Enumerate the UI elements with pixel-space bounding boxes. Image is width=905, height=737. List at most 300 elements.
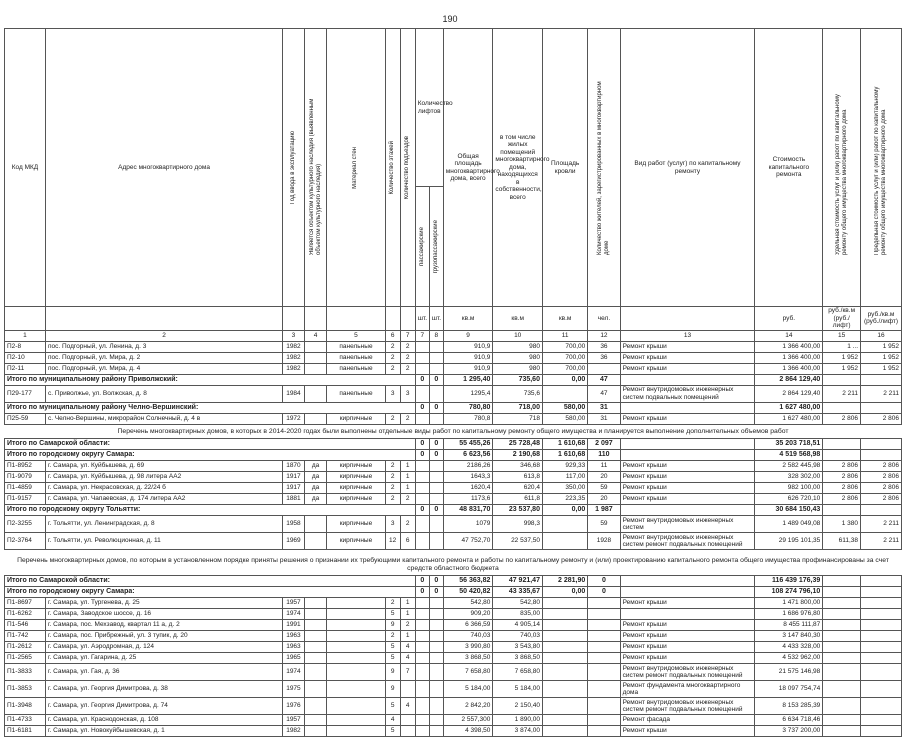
total-u15 (823, 450, 861, 461)
cell-fl: 3 (385, 516, 400, 533)
cell-s9: 5 184,00 (443, 681, 493, 698)
cell-fl: 2 (385, 413, 400, 424)
cell-s9: 3 990,80 (443, 642, 493, 653)
cell-addr: г. Самара, ул. Куйбышева, д. 98 литера АА2 (45, 472, 282, 483)
cell-l1 (415, 352, 429, 363)
cell-mat: панельные (327, 385, 385, 402)
cell-l2 (429, 653, 443, 664)
cell-l1 (415, 664, 429, 681)
total-u16 (861, 450, 902, 461)
cell-u15 (823, 642, 861, 653)
total-cost: 1 627 480,00 (755, 402, 823, 413)
unit-kvm11: кв.м (542, 307, 587, 331)
cell-l2 (429, 483, 443, 494)
cell-pod: 4 (400, 653, 415, 664)
table-row (5, 341, 902, 352)
cell-s11 (542, 653, 587, 664)
cell-s9: 1079 (443, 516, 493, 533)
cell-s10: 611,8 (493, 494, 543, 505)
total-elev-passenger: 0 (415, 505, 429, 516)
header-residential-area: в том числе жилых помещений многоквартирного дома, находящихся в собственности, всего (493, 29, 543, 307)
cell-s10: 2 150,40 (493, 698, 543, 715)
column-number: 6 (385, 330, 400, 341)
cell-her: да (304, 461, 327, 472)
total-roof-area: 1 610,68 (542, 439, 587, 450)
total-row (5, 374, 902, 385)
cell-s10: 7 658,80 (493, 664, 543, 681)
cell-fl: 2 (385, 341, 400, 352)
cell-s11: 223,35 (542, 494, 587, 505)
cell-s9: 3 868,50 (443, 653, 493, 664)
cell-u15: 1 952 (823, 352, 861, 363)
cell-addr: г. Самара, ул. Краснодонская, д. 108 (45, 715, 282, 726)
cell-l2 (429, 681, 443, 698)
cell-u16 (861, 609, 902, 620)
column-number: 7 (415, 330, 429, 341)
table-body (5, 341, 902, 737)
cell-l2 (429, 341, 443, 352)
cell-u16: 1 952 (861, 363, 902, 374)
total-residents: 0 (588, 587, 620, 598)
total-row (5, 587, 902, 598)
cell-pod: 7 (400, 664, 415, 681)
cell-l1 (415, 598, 429, 609)
total-elev-cargo: 0 (429, 505, 443, 516)
cell-her (304, 609, 327, 620)
cell-her: да (304, 472, 327, 483)
cell-pod (400, 726, 415, 737)
cell-res (588, 664, 620, 681)
cell-u16: 1 952 (861, 352, 902, 363)
cell-addr: пос. Подгорный, ул. Мира, д. 4 (45, 363, 282, 374)
cell-addr: г. Самара, пос. Мехзавод, квартал 11 а, д. 2 (45, 620, 282, 631)
cell-pod: 1 (400, 483, 415, 494)
total-u16 (861, 576, 902, 587)
cell-l2 (429, 698, 443, 715)
cell-l1 (415, 483, 429, 494)
cell-l2 (429, 533, 443, 550)
cell-s10: 22 537,50 (493, 533, 543, 550)
cell-l1 (415, 461, 429, 472)
table-row (5, 461, 902, 472)
cell-her: да (304, 494, 327, 505)
total-u15 (823, 505, 861, 516)
cell-res (588, 681, 620, 698)
header-max-cost: Предельная стоимость услуг и (или) работ по капитальному ремонту общего имущества многоквартирного дома (874, 86, 888, 255)
cell-mat: кирпичные (327, 483, 385, 494)
cell-year: 1963 (283, 631, 305, 642)
section-title: Перечень многоквартирных домов, по которым в установленном порядке приняты решения о признании их требующими капитального ремонта и работы по капитальному ремонту и (или) проектированию капитального ремонта общего имущества профинансированы за счет средств областного бюджета (17, 557, 889, 572)
cell-cost: 4 532 962,00 (755, 653, 823, 664)
total-elev-passenger: 0 (415, 402, 429, 413)
total-elev-passenger: 0 (415, 374, 429, 385)
header-elevators: Количество лифтов (415, 29, 443, 187)
cell-fl: 5 (385, 642, 400, 653)
cell-addr: г. Самара, ул. Георгия Димитрова, д. 38 (45, 681, 282, 698)
total-roof-area: 1 610,68 (542, 450, 587, 461)
cell-l2 (429, 620, 443, 631)
cell-addr: с. Челно-Вершины, микрорайон Солнечный, д. 4 в (45, 413, 282, 424)
cell-pod: 4 (400, 698, 415, 715)
cell-res (588, 653, 620, 664)
header-roof-area: Площадь кровли (542, 29, 587, 307)
cell-year: 1972 (283, 413, 305, 424)
cell-addr: г. Самара, ул. Тургенева, д. 25 (45, 598, 282, 609)
cell-her (304, 642, 327, 653)
cell-u15 (823, 653, 861, 664)
cell-res (588, 363, 620, 374)
total-residents: 0 (588, 576, 620, 587)
total-work (620, 439, 755, 450)
page-number: 190 (442, 14, 458, 24)
table-row (5, 385, 902, 402)
cell-work: Ремонт крыши (620, 653, 755, 664)
cell-mat: панельные (327, 363, 385, 374)
table-row (5, 715, 902, 726)
cell-l2 (429, 494, 443, 505)
cell-mat: кирпичные (327, 533, 385, 550)
total-residential-area: 25 728,48 (493, 439, 543, 450)
cell-s11: 700,00 (542, 352, 587, 363)
cell-addr: г. Самара, ул. Некрасовская, д. 22/24 б (45, 483, 282, 494)
cell-s10: 980 (493, 341, 543, 352)
table-row (5, 698, 902, 715)
cell-work: Ремонт фундамента многоквартирного дома (620, 681, 755, 698)
header-heritage: Является объектом культурного наследия (выявленным объектом культурного наследия) (308, 98, 322, 255)
cell-l1 (415, 609, 429, 620)
cell-u15: 1 380 (823, 516, 861, 533)
cell-her (304, 341, 327, 352)
header-work-type: Вид работ (услуг) по капитальному ремонту (620, 29, 755, 307)
cell-year: 1991 (283, 620, 305, 631)
cell-year: 1963 (283, 642, 305, 653)
cell-addr: г. Тольятти, ул. Ленинградская, д. 8 (45, 516, 282, 533)
cell-l1 (415, 413, 429, 424)
cell-addr: г. Тольятти, ул. Революционная, д. 11 (45, 533, 282, 550)
cell-fl: 5 (385, 609, 400, 620)
total-row (5, 450, 902, 461)
cell-her (304, 598, 327, 609)
cell-l1 (415, 698, 429, 715)
cell-s9: 740,03 (443, 631, 493, 642)
cell-s11 (542, 609, 587, 620)
cell-code: П2-8 (5, 341, 46, 352)
cell-code: П1-3948 (5, 698, 46, 715)
cell-u15: 1 ... (823, 341, 861, 352)
cell-code: П1-8697 (5, 598, 46, 609)
cell-year: 1917 (283, 472, 305, 483)
total-roof-area: 0,00 (542, 374, 587, 385)
cell-s11 (542, 715, 587, 726)
cell-addr: г. Самара, ул. Чапаевская, д. 174 литера АА2 (45, 494, 282, 505)
cell-res: 11 (588, 461, 620, 472)
cell-u15 (823, 609, 861, 620)
column-number: 10 (493, 330, 543, 341)
total-roof-area: 2 281,90 (542, 576, 587, 587)
total-residential-area: 2 190,68 (493, 450, 543, 461)
header-total-area: Общая площадь многоквартирного дома, всего (443, 29, 493, 307)
cell-u16: 2 211 (861, 533, 902, 550)
cell-s9: 1173,6 (443, 494, 493, 505)
total-work (620, 576, 755, 587)
table-row (5, 363, 902, 374)
column-number: 7 (400, 330, 415, 341)
cell-u16 (861, 653, 902, 664)
cell-s11 (542, 516, 587, 533)
cell-fl: 5 (385, 698, 400, 715)
cell-work: Ремонт крыши (620, 642, 755, 653)
cell-pod: 3 (400, 385, 415, 402)
cell-fl: 2 (385, 598, 400, 609)
cell-res (588, 609, 620, 620)
cell-l1 (415, 681, 429, 698)
cell-s11 (542, 642, 587, 653)
total-u16 (861, 402, 902, 413)
cell-s11 (542, 533, 587, 550)
cell-l2 (429, 413, 443, 424)
total-elev-passenger: 0 (415, 576, 429, 587)
cell-fl: 9 (385, 664, 400, 681)
cell-year: 1982 (283, 363, 305, 374)
cell-s10: 3 868,50 (493, 653, 543, 664)
cell-fl: 2 (385, 483, 400, 494)
cell-mat (327, 598, 385, 609)
cell-l2 (429, 664, 443, 681)
cell-her (304, 413, 327, 424)
total-u15 (823, 439, 861, 450)
cell-work: Ремонт крыши (620, 494, 755, 505)
header-residents: Количество жителей, зарегистрированных в многоквартирном доме (596, 81, 610, 255)
cell-s10: 620,4 (493, 483, 543, 494)
column-number: 16 (861, 330, 902, 341)
cell-u16: 2 806 (861, 494, 902, 505)
cell-l2 (429, 461, 443, 472)
cell-u16 (861, 620, 902, 631)
cell-addr: г. Самара, ул. Гагарина, д. 25 (45, 653, 282, 664)
cell-mat: кирпичные (327, 516, 385, 533)
cell-year: 1958 (283, 516, 305, 533)
cell-year: 1974 (283, 609, 305, 620)
cell-cost: 21 575 146,98 (755, 664, 823, 681)
cell-l1 (415, 533, 429, 550)
column-number: 14 (755, 330, 823, 341)
total-roof-area: 0,00 (542, 505, 587, 516)
cell-fl: 2 (385, 363, 400, 374)
cell-s10: 3 543,80 (493, 642, 543, 653)
cell-work: Ремонт крыши (620, 726, 755, 737)
column-number: 5 (327, 330, 385, 341)
cell-mat: панельные (327, 341, 385, 352)
cell-pod: 1 (400, 472, 415, 483)
column-number-row (5, 330, 902, 341)
cell-cost: 8 153 285,39 (755, 698, 823, 715)
cell-pod (400, 715, 415, 726)
cell-res (588, 620, 620, 631)
table-row (5, 533, 902, 550)
cell-u15 (823, 664, 861, 681)
cell-work: Ремонт внутридомовых инженерных систем подвальных помещений (620, 385, 755, 402)
total-elev-passenger: 0 (415, 450, 429, 461)
header-elev-passenger: пассажирские (418, 227, 425, 266)
cell-code: П2-10 (5, 352, 46, 363)
cell-s11: 700,00 (542, 363, 587, 374)
cell-u16: 1 952 (861, 341, 902, 352)
cell-mat (327, 698, 385, 715)
cell-her (304, 533, 327, 550)
total-elev-cargo: 0 (429, 374, 443, 385)
cell-s9: 2 557,300 (443, 715, 493, 726)
cell-code: П2-3764 (5, 533, 46, 550)
cell-year: 1984 (283, 385, 305, 402)
total-area: 50 420,82 (443, 587, 493, 598)
table-row (5, 609, 902, 620)
cell-l1 (415, 385, 429, 402)
cell-u16 (861, 715, 902, 726)
cell-year: 1974 (283, 664, 305, 681)
cell-mat (327, 726, 385, 737)
cell-year: 1870 (283, 461, 305, 472)
total-work (620, 374, 755, 385)
cell-s10: 980 (493, 363, 543, 374)
cell-work: Ремонт крыши (620, 352, 755, 363)
total-residential-area: 47 921,47 (493, 576, 543, 587)
cell-l2 (429, 726, 443, 737)
cell-u15: 2 806 (823, 494, 861, 505)
cell-her (304, 620, 327, 631)
total-label: Итого по муниципальному району Приволжский: (5, 374, 416, 385)
cell-l1 (415, 642, 429, 653)
total-residential-area: 43 335,67 (493, 587, 543, 598)
cell-work: Ремонт крыши (620, 472, 755, 483)
cell-s10: 735,6 (493, 385, 543, 402)
total-u16 (861, 505, 902, 516)
table-row (5, 352, 902, 363)
cell-year: 1957 (283, 598, 305, 609)
cell-addr: г. Самара, Заводское шоссе, д. 16 (45, 609, 282, 620)
cell-cost: 1 366 400,00 (755, 341, 823, 352)
column-number: 13 (620, 330, 755, 341)
unit-chel: чел. (588, 307, 620, 331)
header-wall-material: Материал стен (352, 146, 359, 189)
total-elev-passenger: 0 (415, 587, 429, 598)
cell-work: Ремонт крыши (620, 363, 755, 374)
cell-work: Ремонт крыши (620, 413, 755, 424)
cell-her: да (304, 483, 327, 494)
header-elev-cargo: грузопассажирские (432, 219, 439, 274)
cell-fl: 2 (385, 472, 400, 483)
cell-year: 1975 (283, 681, 305, 698)
column-number: 12 (588, 330, 620, 341)
header-code: Код МКД (5, 29, 46, 307)
unit-kvm9: кв.м (443, 307, 493, 331)
cell-s9: 910,9 (443, 352, 493, 363)
cell-code: П1-3833 (5, 664, 46, 681)
cell-s11: 580,00 (542, 413, 587, 424)
cell-cost: 8 455 111,87 (755, 620, 823, 631)
cell-l1 (415, 341, 429, 352)
cell-fl: 2 (385, 461, 400, 472)
cell-work: Ремонт крыши (620, 598, 755, 609)
cell-pod: 2 (400, 363, 415, 374)
cell-addr: г. Самара, ул. Гая, д. 36 (45, 664, 282, 681)
cell-s10: 542,80 (493, 598, 543, 609)
cell-cost: 1 366 400,00 (755, 352, 823, 363)
total-row (5, 505, 902, 516)
total-area: 48 831,70 (443, 505, 493, 516)
cell-mat: кирпичные (327, 461, 385, 472)
cell-s9: 47 752,70 (443, 533, 493, 550)
cell-fl: 2 (385, 494, 400, 505)
cell-fl: 4 (385, 715, 400, 726)
cell-s11: 350,00 (542, 483, 587, 494)
unit-rub: руб. (755, 307, 823, 331)
cell-res: 36 (588, 341, 620, 352)
cell-addr: пос. Подгорный, ул. Мира, д. 2 (45, 352, 282, 363)
cell-l1 (415, 494, 429, 505)
cell-pod: 1 (400, 461, 415, 472)
cell-res (588, 598, 620, 609)
cell-s10: 980 (493, 352, 543, 363)
cell-s9: 7 658,80 (443, 664, 493, 681)
cell-cost: 18 097 754,74 (755, 681, 823, 698)
cell-res: 31 (588, 413, 620, 424)
cell-year: 1965 (283, 653, 305, 664)
table-row (5, 664, 902, 681)
total-label: Итого по городскому округу Тольятти: (5, 505, 416, 516)
cell-code: П1-3853 (5, 681, 46, 698)
cell-s9: 1643,3 (443, 472, 493, 483)
total-u15 (823, 402, 861, 413)
cell-u15 (823, 631, 861, 642)
cell-code: П29-177 (5, 385, 46, 402)
cell-l2 (429, 631, 443, 642)
header-floors: Количество этажей (389, 140, 396, 195)
cell-code: П1-2612 (5, 642, 46, 653)
cell-s11 (542, 681, 587, 698)
section-title-row (5, 554, 902, 576)
total-area: 780,80 (443, 402, 493, 413)
cell-s11 (542, 620, 587, 631)
cell-u16 (861, 631, 902, 642)
cell-her (304, 352, 327, 363)
cell-s11 (542, 664, 587, 681)
cell-fl: 5 (385, 653, 400, 664)
cell-work: Ремонт крыши (620, 631, 755, 642)
column-number: 11 (542, 330, 587, 341)
total-elev-cargo: 0 (429, 587, 443, 598)
cell-u16: 2 806 (861, 461, 902, 472)
total-u16 (861, 439, 902, 450)
cell-s9: 780,8 (443, 413, 493, 424)
total-cost: 108 274 796,10 (755, 587, 823, 598)
cell-l2 (429, 472, 443, 483)
cell-cost: 982 100,00 (755, 483, 823, 494)
total-row (5, 576, 902, 587)
cell-u16 (861, 598, 902, 609)
cell-pod: 2 (400, 620, 415, 631)
cell-u16 (861, 664, 902, 681)
cell-fl: 2 (385, 352, 400, 363)
total-area: 1 295,40 (443, 374, 493, 385)
total-residential-area: 735,60 (493, 374, 543, 385)
cell-u16: 2 806 (861, 413, 902, 424)
cell-fl: 3 (385, 385, 400, 402)
column-number: 8 (429, 330, 443, 341)
table-row (5, 631, 902, 642)
cell-s11: 700,00 (542, 341, 587, 352)
cell-work: Ремонт внутридомовых инженерных систем ремонт подвальных помещений (620, 533, 755, 550)
total-cost: 35 203 718,51 (755, 439, 823, 450)
